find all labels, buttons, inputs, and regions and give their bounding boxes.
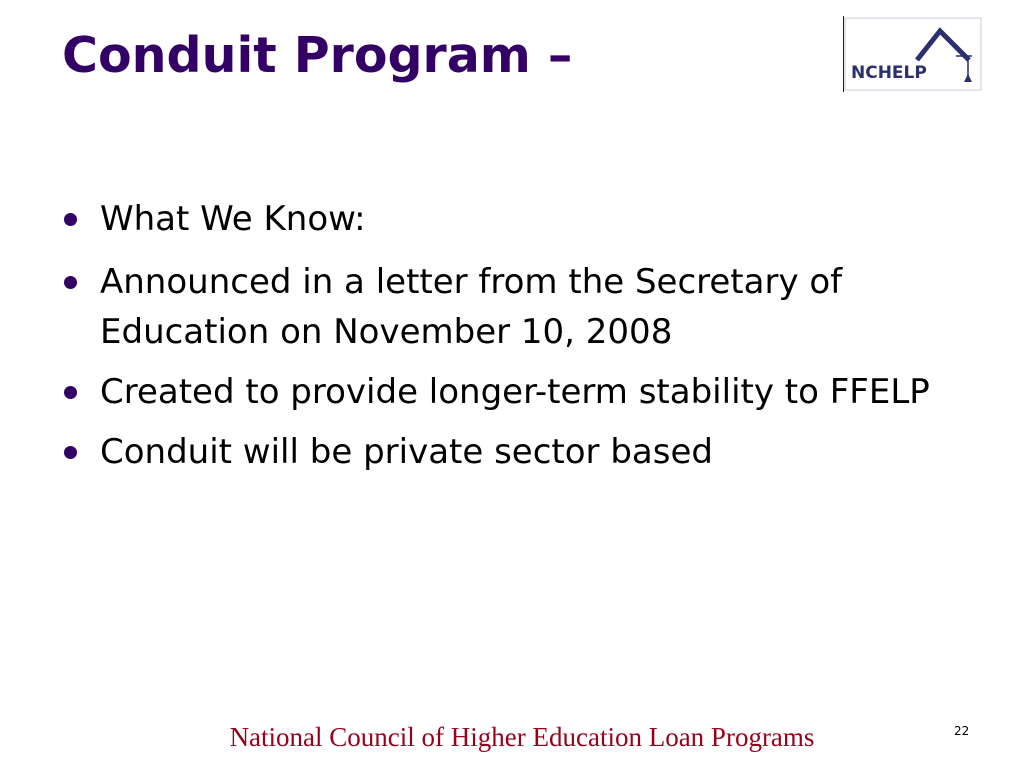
bullet-dot-icon <box>64 213 77 226</box>
slide-title: Conduit Program – <box>62 27 573 84</box>
bullet-dot-icon <box>64 276 77 289</box>
bullet-item <box>60 367 960 417</box>
bullet-list <box>60 194 960 487</box>
bullet-item <box>60 427 960 477</box>
page-number: 22 <box>954 724 970 738</box>
bullet-item <box>60 194 960 244</box>
bullet-text: Announced in a letter from the Secretary of Education on November 10, 2008 <box>100 262 843 352</box>
bullet-dot-icon <box>64 446 77 459</box>
bullet-dot-icon <box>64 386 77 399</box>
nchelp-logo <box>843 16 982 92</box>
footer-organization: National Council of Higher Education Loan Programs <box>229 722 815 752</box>
logo-text: NCHELP <box>851 63 927 83</box>
bullet-text: Created to provide longer-term stability to FFELP <box>100 372 930 412</box>
bullet-text: What We Know: <box>100 199 366 239</box>
bullet-text: Conduit will be private sector based <box>100 432 713 472</box>
bullet-item <box>60 257 960 357</box>
nchelp-logo-icon <box>843 16 982 92</box>
